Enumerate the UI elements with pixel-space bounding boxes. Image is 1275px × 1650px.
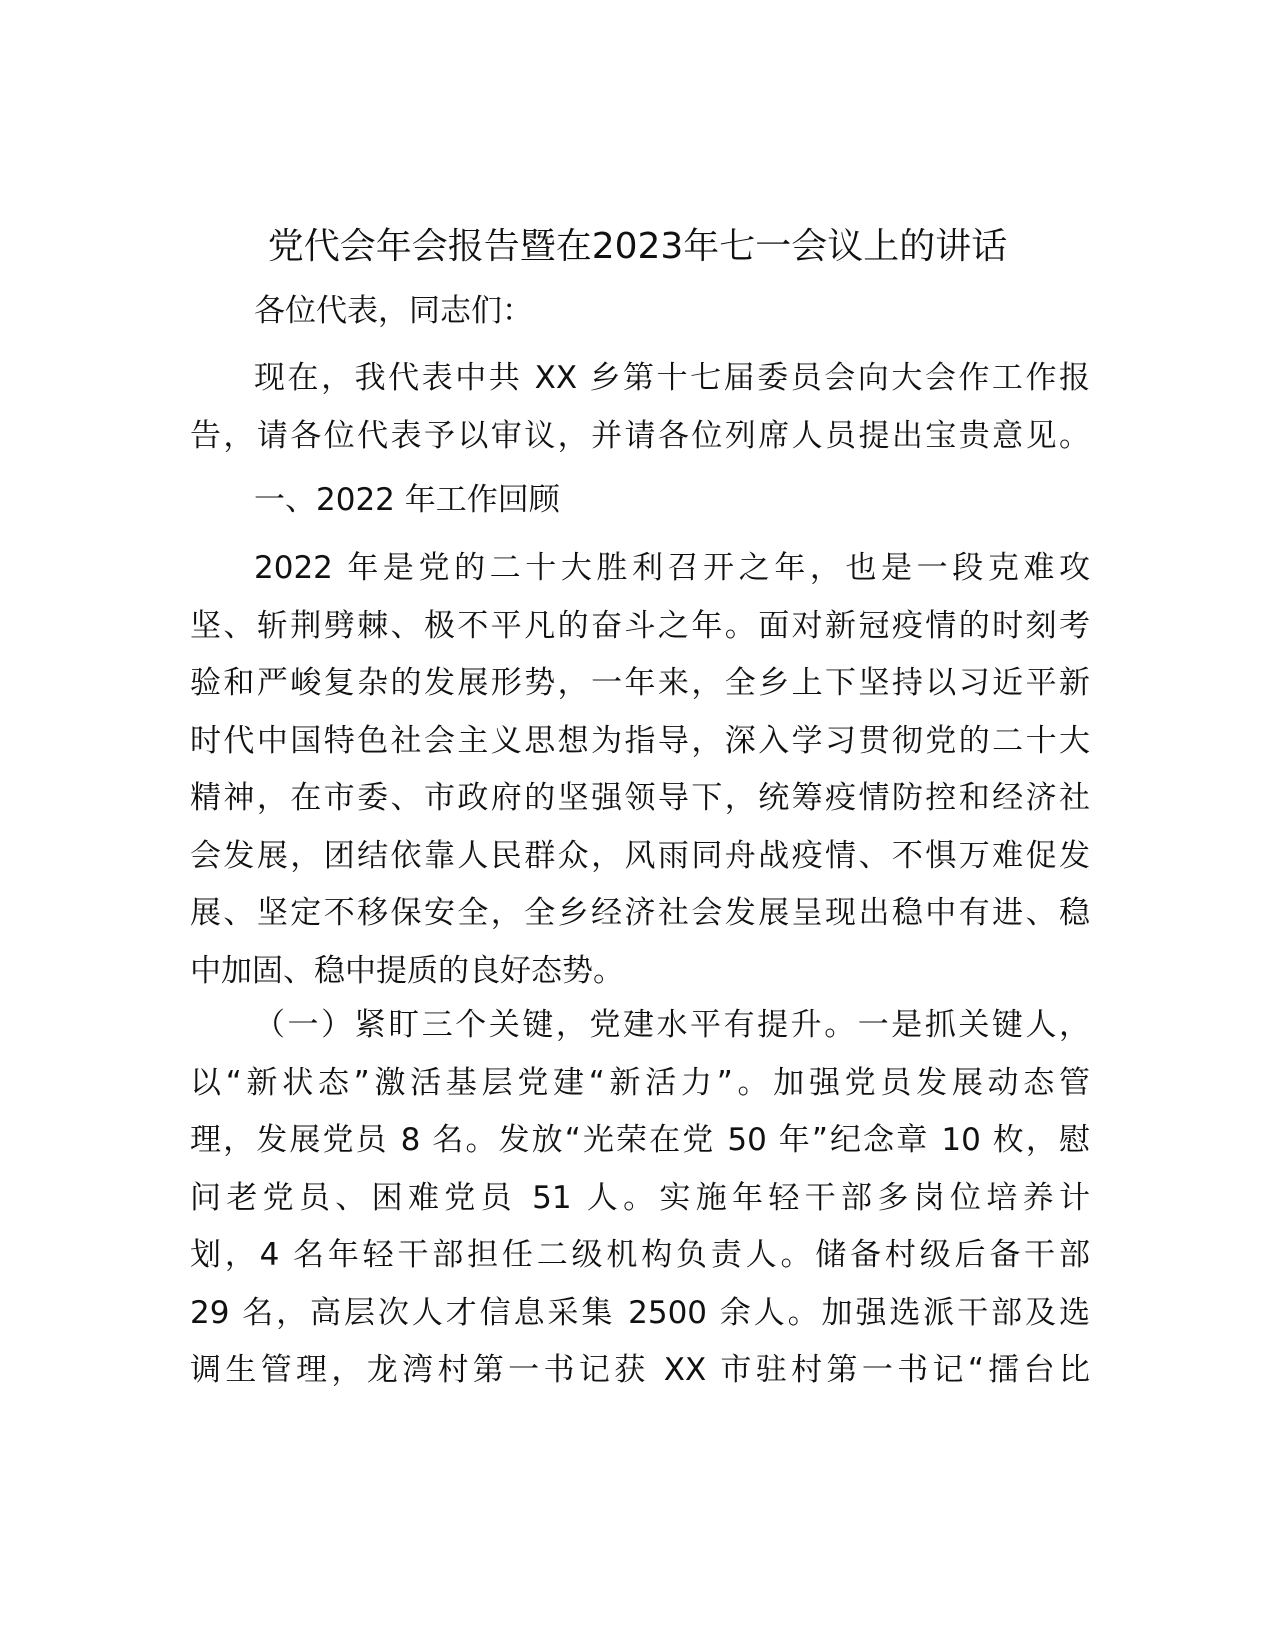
- paragraph-line: 问老党员、困难党员 51 人。实施年轻干部多岗位培养计: [190, 1179, 1090, 1216]
- paragraph-party-building: [190, 997, 1090, 1400]
- paragraph-line: 理，发展党员 8 名。发放“光荣在党 50 年”纪念章 10 枚，慰: [190, 1122, 1090, 1158]
- paragraph-line: 调生管理，龙湾村第一书记获 XX 市驻村第一书记“擂台比: [190, 1352, 1090, 1388]
- section-heading: [190, 472, 1090, 530]
- paragraph-line: 会发展，团结依靠人民群众，风雨同舟战疫情、不惧万难促发: [190, 837, 1090, 874]
- paragraph-intro: [190, 350, 1090, 465]
- salutation: [190, 283, 1090, 341]
- paragraph-line: （一）紧盯三个关键，党建水平有提升。一是抓关键人，: [254, 1007, 1090, 1043]
- paragraph-line: 2022 年是党的二十大胜利召开之年，也是一段克难攻: [254, 550, 1090, 586]
- page-title: 党代会年会报告暨在2023年七一会议上的讲话: [267, 226, 1008, 267]
- paragraph-line: 精神，在市委、市政府的坚强领导下，统筹疫情防控和经济社: [190, 780, 1090, 816]
- paragraph-review: [190, 540, 1090, 1000]
- paragraph-line: 29 名，高层次人才信息采集 2500 余人。加强选派干部及选: [190, 1294, 1090, 1331]
- paragraph-line: 告，请各位代表予以审议，并请各位列席人员提出宝贵意见。: [190, 417, 1090, 454]
- paragraph-line: 划，4 名年轻干部担任二级机构负责人。储备村级后备干部: [190, 1237, 1090, 1273]
- section-heading-line: 一、2022 年工作回顾: [254, 482, 560, 518]
- paragraph-line: 中加固、稳中提质的良好态势。: [190, 952, 624, 989]
- paragraph-line: 现在，我代表中共 XX 乡第十七届委员会向大会作工作报: [254, 360, 1090, 396]
- paragraph-line: 验和严峻复杂的发展形势，一年来，全乡上下坚持以习近平新: [190, 665, 1090, 701]
- paragraph-line: 坚、斩荆劈棘、极不平凡的奋斗之年。面对新冠疫情的时刻考: [190, 607, 1090, 644]
- paragraph-line: 展、坚定不移保安全，全乡经济社会发展呈现出稳中有进、稳: [190, 895, 1090, 931]
- paragraph-line: 以“新状态”激活基层党建“新活力”。加强党员发展动态管: [190, 1064, 1090, 1101]
- paragraph-line: 时代中国特色社会主义思想为指导，深入学习贯彻党的二十大: [190, 722, 1090, 759]
- salutation-line: 各位代表，同志们：: [254, 293, 533, 329]
